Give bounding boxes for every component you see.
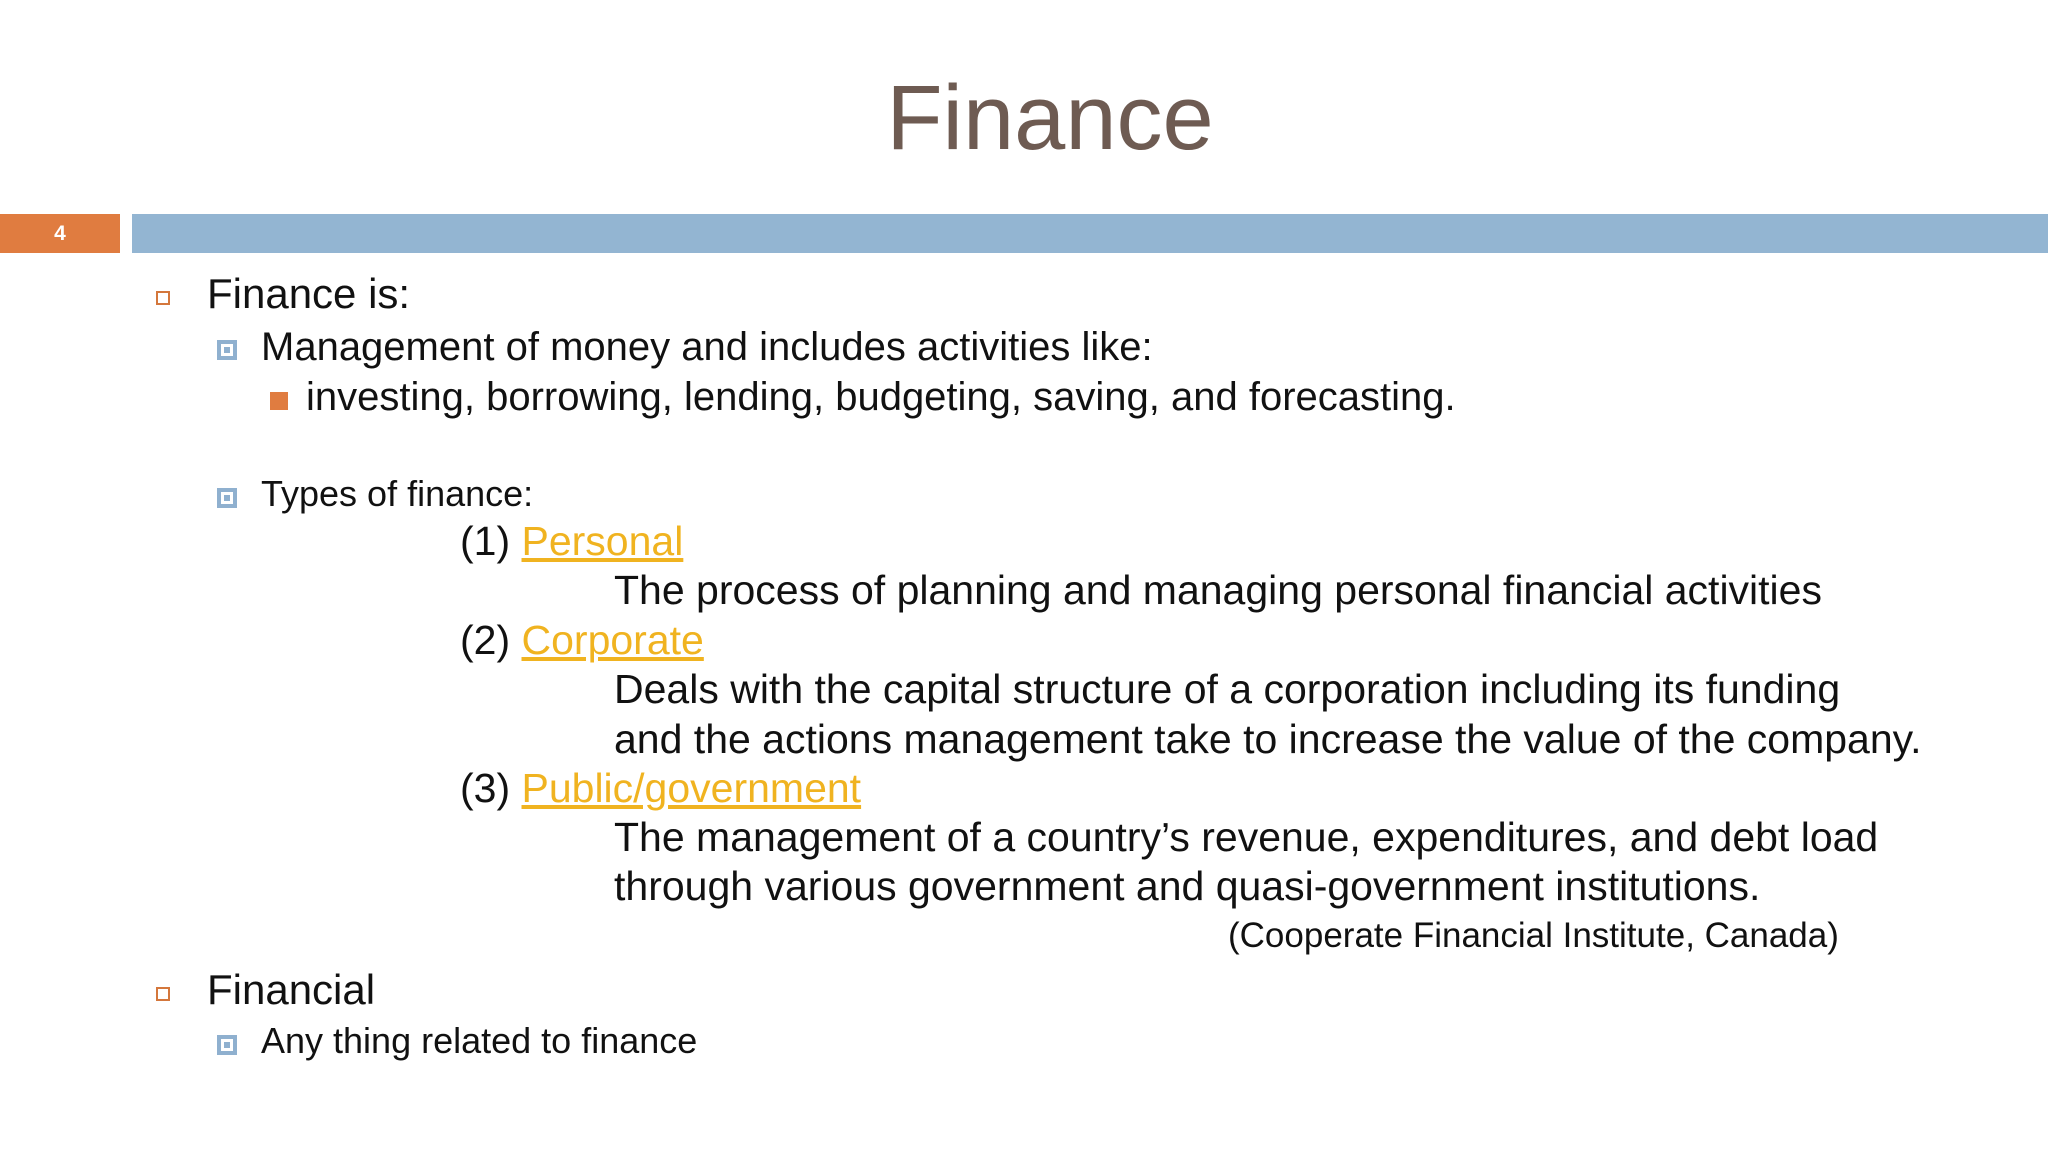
finance-type-personal — [460, 518, 683, 565]
orange-square-bullet-icon — [270, 392, 288, 410]
public-description-line: The management of a country’s revenue, expenditures, and debt load — [614, 814, 1879, 860]
slide-number: 4 — [0, 214, 120, 253]
corporate-description-line: Deals with the capital structure of a corporation including its funding — [614, 666, 1841, 712]
link-personal[interactable]: Personal — [521, 518, 684, 564]
bullet-finance-is: Finance is: — [207, 270, 411, 317]
type-number: (2) — [460, 617, 522, 663]
corporate-description-line: and the actions management take to increase the value of the company. — [614, 716, 1922, 762]
title-divider-bar — [132, 214, 2048, 253]
slide-title: Finance — [886, 67, 1214, 169]
link-public-government[interactable]: Public/government — [521, 765, 862, 811]
blue-square-bullet-icon — [217, 488, 237, 508]
public-description-line: through various government and quasi-government institutions. — [614, 863, 1761, 909]
hollow-square-bullet-icon — [156, 987, 170, 1001]
bullet-financial-definition: Any thing related to finance — [261, 1020, 698, 1061]
link-corporate[interactable]: Corporate — [521, 617, 704, 663]
bullet-management: Management of money and includes activities like: — [261, 325, 1153, 369]
blue-square-bullet-icon — [217, 1035, 237, 1055]
bullet-activities: investing, borrowing, lending, budgeting, saving, and forecasting. — [306, 375, 1456, 419]
bullet-financial: Financial — [207, 966, 376, 1013]
hollow-square-bullet-icon — [156, 291, 170, 305]
citation: (Cooperate Financial Institute, Canada) — [1228, 916, 1839, 955]
type-number: (1) — [460, 518, 522, 564]
bullet-types-of-finance: Types of finance: — [261, 473, 534, 514]
type-number: (3) — [460, 765, 522, 811]
personal-description-line: The process of planning and managing personal financial activities — [614, 567, 1822, 613]
finance-type-corporate — [460, 617, 704, 664]
blue-square-bullet-icon — [217, 340, 237, 360]
finance-type-public — [460, 765, 861, 812]
